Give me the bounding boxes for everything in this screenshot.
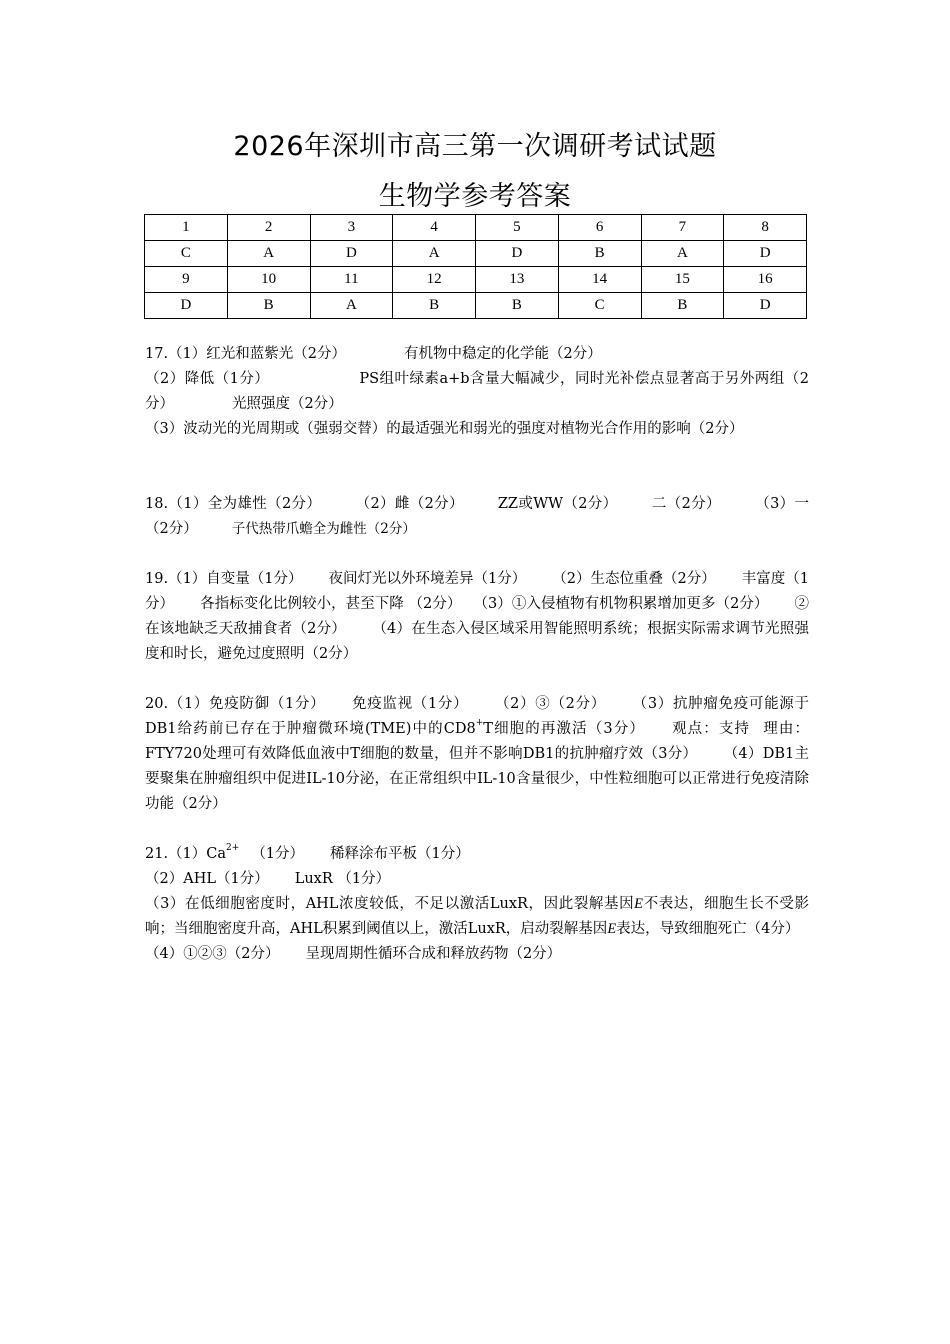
q18-part2: （2）雌（2分） [355,496,464,512]
gene-e-label: E [607,921,617,937]
q20-part1-b: 免疫监视（1分） [351,696,469,712]
question-20 [145,692,809,817]
q21-part3: （3）在低细胞密度时，AHL浓度较低，不足以激活LuxR，因此裂解基因 [145,896,635,912]
question-number-cell: 15 [641,267,724,293]
q20-part3-b: T细胞的再激活（3分） [483,721,645,737]
q20-part4: （4）DB1主要聚集在肿瘤组织中促进IL-10分泌，在正常组织中IL-10含量很少，中性粒细胞可以正常进行免疫清除功能（2分） [145,746,810,812]
q18-part3-b: 子代热带爪蟾全为雌性（2分） [231,521,416,537]
q17-part2: （2）降低（1分） [145,371,270,387]
q19-part2-c: 各指标变化比例较小，甚至下降 （2分） [200,596,462,612]
answer-cell: B [227,293,310,319]
gene-e-label: E [634,896,644,912]
question-number-cell: 11 [310,267,393,293]
q21-part1: 21.（1）Ca [145,846,227,862]
answer-row [145,241,807,267]
question-number-cell: 10 [227,267,310,293]
q20-part1: 20.（1）免疫防御（1分） [145,696,326,712]
answer-cell: B [476,293,559,319]
q21-superscript: 2+ [226,843,240,853]
q18-part2-b: ZZ或WW（2分） [497,496,618,512]
q20-reason: 理由：FTY720处理可有效降低血液中T细胞的数量，但并不影响DB1的抗肿瘤疗效（3分） [145,721,810,762]
question-number-cell: 4 [393,215,476,241]
question-21 [145,842,809,967]
q21-part2-b: LuxR （1分） [294,871,391,887]
question-number-cell: 13 [476,267,559,293]
answer-cell: D [145,293,228,319]
q17-part3: （3）波动光的光周期或（强弱交替）的最适强光和弱光的强度对植物光合作用的影响（2分） [145,421,744,437]
q18-part2-c: 二（2分） [651,496,721,512]
page-title: 2026年深圳市高三第一次调研考试试题 [233,131,717,162]
answer-cell: A [227,241,310,267]
question-number-cell: 7 [641,215,724,241]
question-number-cell: 1 [145,215,228,241]
question-number-cell: 9 [145,267,228,293]
question-number-cell: 3 [310,215,393,241]
q20-superscript: + [475,718,484,728]
question-number-cell: 2 [227,215,310,241]
q17-part2-c: 光照强度（2分） [232,396,343,412]
q18-part3: （3）一（2分） [145,496,809,537]
q21-part4: （4）①②③（2分） [145,946,280,962]
q17-part1: 17.（1）红光和蓝紫光（2分） [145,346,347,362]
answer-cell: B [558,241,641,267]
q21-part2: （2）AHL（1分） [145,871,269,887]
q21-part1-score: （1分） [251,846,305,862]
question-number-cell: 5 [476,215,559,241]
q21-part1-b: 稀释涂布平板（1分） [330,846,470,862]
q21-part4-b: 呈现周期性循环合成和释放药物（2分） [305,946,562,962]
question-number-row [145,267,807,293]
page-subtitle: 生物学参考答案 [378,181,572,212]
question-number-cell: 14 [558,267,641,293]
answer-cell: B [641,293,724,319]
question-number-cell: 6 [558,215,641,241]
q19-part3-b: ②在该地缺乏天敌捕食者（2分） [145,596,810,637]
q20-part3: （3）抗肿瘤免疫可能源于DB1给药前已存在于肿瘤微环境(TME)中的CD8 [145,696,809,737]
answer-cell: D [310,241,393,267]
answer-cell: A [310,293,393,319]
question-number-cell: 8 [724,215,807,241]
q19-part2: （2）生态位重叠（2分） [552,571,716,587]
question-17 [145,342,809,442]
q18-part1: 18.（1）全为雄性（2分） [145,496,322,512]
question-number-row [145,215,807,241]
answer-cell: D [724,241,807,267]
question-18 [145,492,809,542]
answer-cell: A [393,241,476,267]
question-number-cell: 12 [393,267,476,293]
q19-part1: 19.（1）自变量（1分） [145,571,303,587]
answer-cell: D [724,293,807,319]
question-number-cell: 16 [724,267,807,293]
answer-cell: A [641,241,724,267]
q19-part1-b: 夜间灯光以外环境差异（1分） [328,571,527,587]
q19-part3: （3）①入侵植物有机物积累增加更多（2分） [473,596,769,612]
answer-cell: B [393,293,476,319]
q19-part2-b: 丰富度（1分） [145,571,809,612]
answer-cell: D [476,241,559,267]
answer-table [144,214,807,319]
answer-cell: C [145,241,228,267]
answer-cell: C [558,293,641,319]
q21-part3-b: 不表达，细胞生长不受影响；当细胞密度升高，AHL积累到阈值以上，激活LuxR，启动裂解基因 [145,896,809,937]
q17-part1-b: 有机物中稳定的化学能（2分） [404,346,602,362]
q19-part4: （4）在生态入侵区域采用智能照明系统；根据实际需求调节光照强度和时长，避免过度照明（2分） [145,621,809,662]
q17-part2-b: PS组叶绿素a+b含量大幅减少，同时光补偿点显著高于另外两组（2分） [145,371,809,412]
question-19 [145,567,809,667]
answer-row [145,293,807,319]
q20-viewpoint: 观点：支持 [670,721,751,737]
q21-part3-c: 表达，导致细胞死亡（4分） [616,921,800,937]
q20-part2: （2）③（2分） [494,696,606,712]
